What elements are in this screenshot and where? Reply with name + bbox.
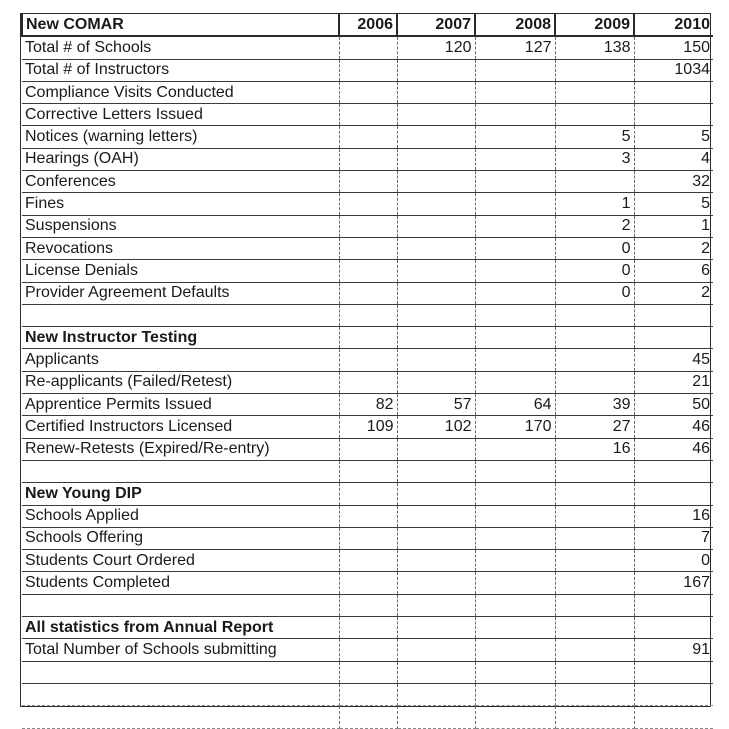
blank-cell [397, 304, 475, 326]
row-label: Certified Instructors Licensed [22, 416, 339, 438]
table-row [22, 59, 713, 81]
value-cell-2009: 1 [555, 193, 634, 215]
blank-cell [339, 706, 397, 728]
value-cell-2008 [475, 104, 555, 126]
value-cell-2010: 50 [634, 394, 713, 416]
value-cell-2006 [339, 237, 397, 259]
value-cell-2006 [339, 148, 397, 170]
empty-cell [339, 327, 397, 349]
value-cell-2010: 46 [634, 438, 713, 460]
value-cell-2009: 3 [555, 148, 634, 170]
table-row [22, 572, 713, 594]
value-cell-2009 [555, 349, 634, 371]
row-label: Total Number of Schools submitting [22, 639, 339, 661]
value-cell-2007 [397, 527, 475, 549]
value-cell-2010 [634, 104, 713, 126]
blank-cell [555, 460, 634, 482]
blank-cell [397, 661, 475, 683]
statistics-table-sheet [20, 13, 711, 707]
blank-cell [22, 304, 339, 326]
empty-cell [339, 617, 397, 639]
row-label: Compliance Visits Conducted [22, 81, 339, 103]
blank-cell [555, 594, 634, 616]
table-row [22, 193, 713, 215]
value-cell-2008 [475, 171, 555, 193]
row-label: License Denials [22, 260, 339, 282]
blank-cell [555, 304, 634, 326]
row-label: Applicants [22, 349, 339, 371]
blank-cell [22, 683, 339, 705]
value-cell-2008: 64 [475, 394, 555, 416]
table-row [22, 171, 713, 193]
value-cell-2008 [475, 550, 555, 572]
empty-cell [634, 617, 713, 639]
value-cell-2007 [397, 438, 475, 460]
blank-row [22, 661, 713, 683]
value-cell-2006 [339, 527, 397, 549]
value-cell-2010: 4 [634, 148, 713, 170]
value-cell-2007 [397, 282, 475, 304]
value-cell-2007 [397, 572, 475, 594]
value-cell-2010: 7 [634, 527, 713, 549]
section-title: New Instructor Testing [22, 327, 339, 349]
value-cell-2009: 16 [555, 438, 634, 460]
row-label: Total # of Instructors [22, 59, 339, 81]
blank-cell [339, 304, 397, 326]
value-cell-2010: 2 [634, 237, 713, 259]
table-row [22, 371, 713, 393]
table-row [22, 438, 713, 460]
row-label: Provider Agreement Defaults [22, 282, 339, 304]
value-cell-2007 [397, 193, 475, 215]
table-row [22, 237, 713, 259]
value-cell-2008 [475, 349, 555, 371]
row-label: Corrective Letters Issued [22, 104, 339, 126]
row-label: Revocations [22, 237, 339, 259]
blank-cell [475, 460, 555, 482]
value-cell-2009: 138 [555, 36, 634, 59]
value-cell-2007 [397, 260, 475, 282]
value-cell-2009: 2 [555, 215, 634, 237]
table-row [22, 505, 713, 527]
header-row [22, 14, 713, 36]
value-cell-2009 [555, 527, 634, 549]
value-cell-2008 [475, 639, 555, 661]
table-row [22, 394, 713, 416]
row-label: Suspensions [22, 215, 339, 237]
value-cell-2010: 32 [634, 171, 713, 193]
table-row [22, 148, 713, 170]
blank-cell [397, 706, 475, 728]
value-cell-2010: 46 [634, 416, 713, 438]
value-cell-2008 [475, 371, 555, 393]
value-cell-2010: 150 [634, 36, 713, 59]
value-cell-2007 [397, 639, 475, 661]
value-cell-2008 [475, 572, 555, 594]
row-label: Schools Offering [22, 527, 339, 549]
value-cell-2007 [397, 126, 475, 148]
blank-cell [634, 460, 713, 482]
value-cell-2006 [339, 349, 397, 371]
section-header-row [22, 617, 713, 639]
table-row [22, 416, 713, 438]
value-cell-2009 [555, 505, 634, 527]
row-label: Schools Applied [22, 505, 339, 527]
value-cell-2006 [339, 282, 397, 304]
value-cell-2006: 82 [339, 394, 397, 416]
empty-cell [475, 617, 555, 639]
empty-cell [339, 483, 397, 505]
blank-cell [339, 594, 397, 616]
table-row [22, 215, 713, 237]
value-cell-2008 [475, 59, 555, 81]
value-cell-2010: 2 [634, 282, 713, 304]
section-header-row [22, 327, 713, 349]
empty-cell [397, 483, 475, 505]
value-cell-2010: 21 [634, 371, 713, 393]
blank-cell [634, 304, 713, 326]
value-cell-2006 [339, 550, 397, 572]
value-cell-2006 [339, 193, 397, 215]
row-label: Students Completed [22, 572, 339, 594]
value-cell-2008 [475, 438, 555, 460]
value-cell-2010: 45 [634, 349, 713, 371]
section-header-row [22, 483, 713, 505]
value-cell-2006 [339, 59, 397, 81]
value-cell-2008 [475, 81, 555, 103]
table-row [22, 282, 713, 304]
value-cell-2008 [475, 260, 555, 282]
value-cell-2006 [339, 104, 397, 126]
blank-row [22, 706, 713, 728]
empty-cell [634, 327, 713, 349]
blank-cell [555, 683, 634, 705]
value-cell-2009 [555, 104, 634, 126]
table-row [22, 260, 713, 282]
value-cell-2008 [475, 237, 555, 259]
statistics-table [21, 14, 713, 729]
table-row [22, 36, 713, 59]
blank-cell [397, 594, 475, 616]
row-label: Fines [22, 193, 339, 215]
value-cell-2009 [555, 639, 634, 661]
value-cell-2006 [339, 639, 397, 661]
empty-cell [555, 483, 634, 505]
value-cell-2009 [555, 59, 634, 81]
value-cell-2008 [475, 282, 555, 304]
blank-row [22, 683, 713, 705]
value-cell-2006 [339, 215, 397, 237]
row-label: Students Court Ordered [22, 550, 339, 572]
value-cell-2007: 120 [397, 36, 475, 59]
value-cell-2006 [339, 126, 397, 148]
value-cell-2006: 109 [339, 416, 397, 438]
empty-cell [555, 327, 634, 349]
value-cell-2006 [339, 572, 397, 594]
blank-cell [555, 706, 634, 728]
table-row [22, 639, 713, 661]
value-cell-2009 [555, 171, 634, 193]
table-body [22, 36, 713, 728]
value-cell-2009 [555, 81, 634, 103]
table-title: New COMAR [22, 14, 339, 36]
value-cell-2007 [397, 505, 475, 527]
blank-cell [475, 683, 555, 705]
empty-cell [397, 617, 475, 639]
blank-cell [339, 661, 397, 683]
value-cell-2010: 5 [634, 193, 713, 215]
year-2007-header: 2007 [397, 14, 475, 36]
row-label: Total # of Schools [22, 36, 339, 59]
blank-cell [22, 661, 339, 683]
value-cell-2007 [397, 104, 475, 126]
value-cell-2008 [475, 215, 555, 237]
value-cell-2008 [475, 126, 555, 148]
value-cell-2010 [634, 81, 713, 103]
value-cell-2010: 1034 [634, 59, 713, 81]
value-cell-2008: 127 [475, 36, 555, 59]
row-label: Apprentice Permits Issued [22, 394, 339, 416]
blank-row [22, 304, 713, 326]
value-cell-2007 [397, 550, 475, 572]
value-cell-2007 [397, 171, 475, 193]
value-cell-2007 [397, 371, 475, 393]
row-label: Renew-Retests (Expired/Re-entry) [22, 438, 339, 460]
blank-cell [397, 683, 475, 705]
value-cell-2009: 27 [555, 416, 634, 438]
table-row [22, 349, 713, 371]
value-cell-2009: 0 [555, 260, 634, 282]
table-row [22, 527, 713, 549]
value-cell-2009 [555, 371, 634, 393]
value-cell-2009: 39 [555, 394, 634, 416]
blank-cell [22, 706, 339, 728]
blank-row [22, 594, 713, 616]
blank-cell [22, 460, 339, 482]
blank-cell [555, 661, 634, 683]
blank-cell [22, 594, 339, 616]
empty-cell [634, 483, 713, 505]
value-cell-2010: 5 [634, 126, 713, 148]
value-cell-2010: 6 [634, 260, 713, 282]
value-cell-2006 [339, 171, 397, 193]
value-cell-2008 [475, 505, 555, 527]
blank-cell [634, 661, 713, 683]
value-cell-2009: 5 [555, 126, 634, 148]
empty-cell [397, 327, 475, 349]
year-2009-header: 2009 [555, 14, 634, 36]
value-cell-2010: 0 [634, 550, 713, 572]
table-row [22, 550, 713, 572]
value-cell-2007: 102 [397, 416, 475, 438]
value-cell-2009: 0 [555, 237, 634, 259]
value-cell-2007 [397, 81, 475, 103]
blank-cell [339, 460, 397, 482]
value-cell-2008 [475, 148, 555, 170]
value-cell-2006 [339, 371, 397, 393]
value-cell-2007 [397, 237, 475, 259]
section-title: All statistics from Annual Report [22, 617, 339, 639]
blank-cell [475, 594, 555, 616]
value-cell-2006 [339, 505, 397, 527]
value-cell-2006 [339, 438, 397, 460]
empty-cell [475, 483, 555, 505]
value-cell-2006 [339, 260, 397, 282]
value-cell-2008 [475, 527, 555, 549]
row-label: Notices (warning letters) [22, 126, 339, 148]
empty-cell [555, 617, 634, 639]
value-cell-2010: 16 [634, 505, 713, 527]
value-cell-2007 [397, 148, 475, 170]
row-label: Hearings (OAH) [22, 148, 339, 170]
value-cell-2008: 170 [475, 416, 555, 438]
table-row [22, 126, 713, 148]
row-label: Re-applicants (Failed/Retest) [22, 371, 339, 393]
empty-cell [475, 327, 555, 349]
value-cell-2010: 167 [634, 572, 713, 594]
value-cell-2009 [555, 572, 634, 594]
value-cell-2006 [339, 36, 397, 59]
year-2006-header: 2006 [339, 14, 397, 36]
blank-cell [634, 594, 713, 616]
year-2010-header: 2010 [634, 14, 713, 36]
value-cell-2010: 91 [634, 639, 713, 661]
value-cell-2007: 57 [397, 394, 475, 416]
blank-cell [634, 683, 713, 705]
value-cell-2007 [397, 215, 475, 237]
blank-cell [397, 460, 475, 482]
value-cell-2007 [397, 349, 475, 371]
blank-cell [339, 683, 397, 705]
blank-cell [634, 706, 713, 728]
blank-row [22, 460, 713, 482]
value-cell-2009 [555, 550, 634, 572]
value-cell-2010: 1 [634, 215, 713, 237]
value-cell-2008 [475, 193, 555, 215]
row-label: Conferences [22, 171, 339, 193]
value-cell-2006 [339, 81, 397, 103]
value-cell-2007 [397, 59, 475, 81]
blank-cell [475, 706, 555, 728]
table-row [22, 104, 713, 126]
section-title: New Young DIP [22, 483, 339, 505]
blank-cell [475, 304, 555, 326]
value-cell-2009: 0 [555, 282, 634, 304]
blank-cell [475, 661, 555, 683]
table-row [22, 81, 713, 103]
year-2008-header: 2008 [475, 14, 555, 36]
